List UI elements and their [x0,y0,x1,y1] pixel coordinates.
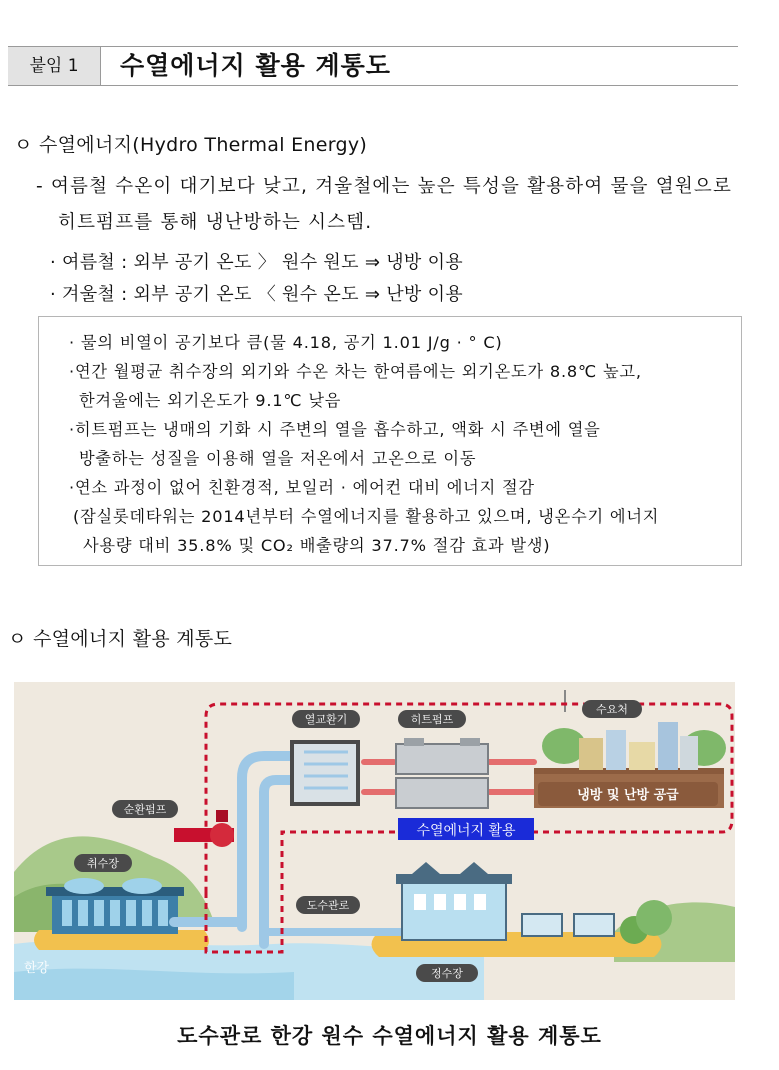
label-river [24,960,50,976]
attachment-tag: 붙임 1 [8,47,101,85]
label-supply [538,782,718,806]
section2-heading: ㅇ 수열에너지 활용 계통도 [8,628,233,650]
note-line: 한겨울에는 외기온도가 9.1℃ 낮음 [79,391,342,410]
svg-text:히트펌프: 히트펌프 [410,713,454,726]
label-conduit [296,896,360,914]
label-heat-pump [398,710,466,728]
svg-text:열교환기: 열교환기 [304,713,348,726]
note-line: ·연소 과정이 없어 친환경적, 보일러 · 에어컨 대비 에너지 절감 [69,478,535,497]
svg-text:도수관로: 도수관로 [306,899,350,912]
summer-usage: · 여름철 : 외부 공기 온도 〉 원수 원도 ⇒ 냉방 이용 [50,252,464,273]
winter-usage: · 겨울철 : 외부 공기 온도 〈 원수 온도 ⇒ 난방 이용 [50,284,464,305]
label-heat-exchanger [292,710,360,728]
label-purification [416,964,478,982]
svg-text:수열에너지 활용: 수열에너지 활용 [416,823,516,839]
diagram-caption: 도수관로 한강 원수 수열에너지 활용 계통도 [177,1024,602,1048]
section1-desc-line1: - 여름철 수온이 대기보다 낮고, 겨울철에는 높은 특성을 활용하여 물을 열원으로 [36,176,733,197]
note-line: ·히트펌프는 냉매의 기화 시 주변의 열을 흡수하고, 액화 시 주변에 열을 [69,420,601,439]
page-title: 수열에너지 활용 계통도 [120,51,391,80]
svg-text:취수장: 취수장 [87,857,119,870]
note-line: ·연간 월평균 취수장의 외기와 수온 차는 한여름에는 외기온도가 8.8℃ 높고, [69,362,642,381]
label-energy-use [398,818,534,840]
label-intake [74,854,132,872]
system-diagram [14,682,735,1000]
note-line: 방출하는 성질을 이용해 열을 저온에서 고온으로 이동 [79,449,477,468]
svg-text:한강: 한강 [24,961,50,976]
section1-heading: ㅇ 수열에너지(Hydro Thermal Energy) [14,134,368,156]
section1-desc-line2: 히트펌프를 통해 냉난방하는 시스템. [58,212,373,233]
note-line: 사용량 대비 35.8% 및 CO₂ 배출량의 37.7% 절감 효과 발생) [83,536,551,555]
svg-text:순환펌프: 순환펌프 [123,803,167,816]
svg-text:정수장: 정수장 [431,967,463,980]
heat-exchanger [292,742,358,804]
svg-text:냉방 및 난방 공급: 냉방 및 난방 공급 [577,788,679,803]
label-circulation-pump [112,800,178,818]
svg-text:수요처: 수요처 [596,703,628,716]
document-header [8,46,738,86]
note-line: (잠실롯데타워는 2014년부터 수열에너지를 활용하고 있으며, 냉온수기 에너지 [73,507,660,526]
notes-box [38,316,742,566]
label-consumer [582,700,642,718]
heat-pump-units [396,738,488,808]
note-line: · 물의 비열이 공기보다 큼(물 4.18, 공기 1.01 J/g · ° C) [69,333,503,352]
